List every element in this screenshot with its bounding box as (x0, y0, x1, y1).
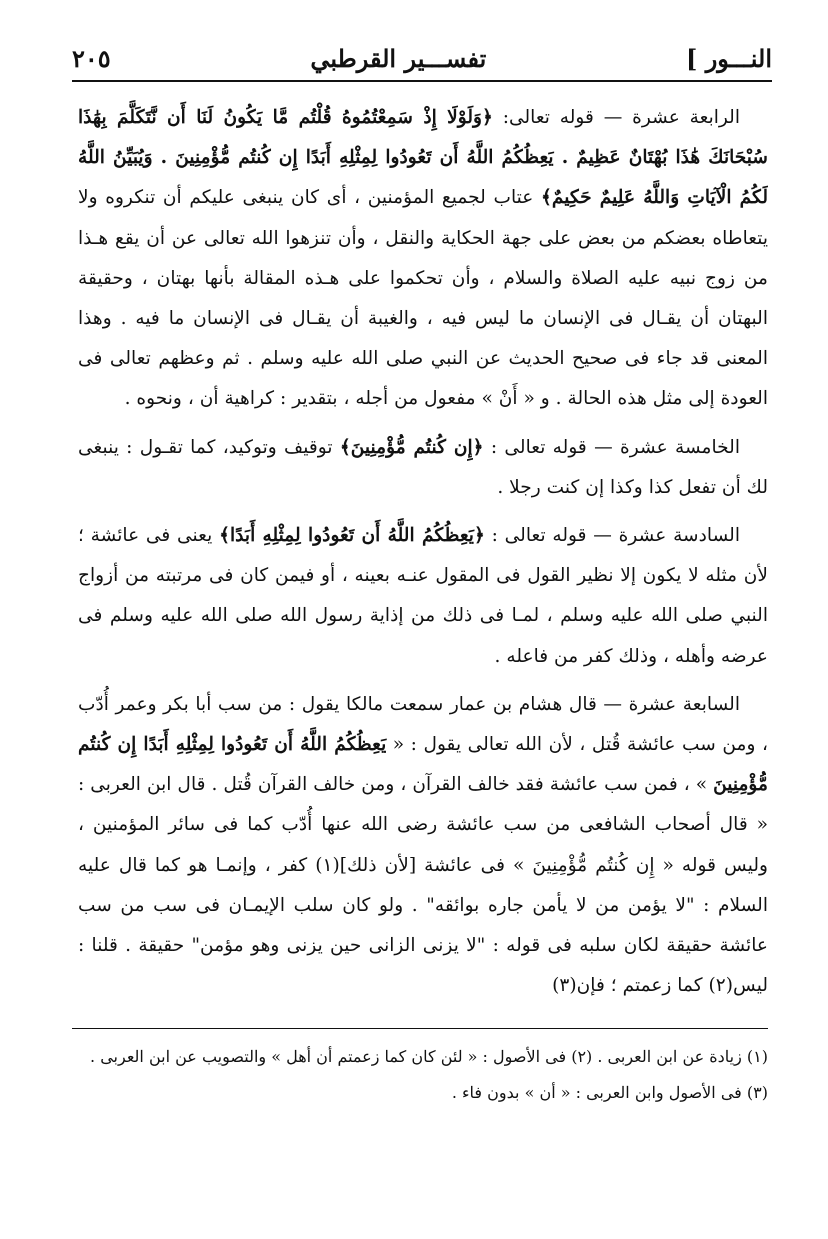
quran-verse: ﴿إِن كُنتُم مُّؤْمِنِينَ﴾ (339, 436, 484, 458)
paragraph: الرابعة عشرة — قوله تعالى: ﴿وَلَوْلَا إِذْ سَمِعْتُمُوهُ قُلْتُم مَّا يَكُونُ لَنَا أَن نَّتَكَلَّمَ بِهَٰذَا سُبْحَانَكَ هَٰذَا بُهْتَانٌ عَظِيمٌ . يَعِظُكُمُ اللَّهُ أَن تَعُودُوا لِمِثْلِهِ أَبَدًا إِن كُنتُم مُّؤْمِنِينَ . وَيُبَيِّنُ اللَّهُ لَكُمُ الْآيَاتِ وَاللَّهُ عَلِيمٌ حَكِيمٌ﴾ عتاب لجميع المؤمنين ، أى كان ينبغى عليكم أن تنكروه ولا يتعاطاه بعضكم من بعض على جهة الحكاية والنقل ، وأن تنزهوا الله تعالى عن أن يقع هـذا من زوج نبيه عليه الصلاة والسلام ، وأن تحكموا على هـذه المقالة بأنها بهتان ، وحقيقة البهتان أن يقـال فى الإنسان ما ليس فيه ، والغيبة أن يقـال فى الإنسان ما فيه . وهذا المعنى قد جاء فى صحيح الحديث عن النبي صلى الله عليه وسلم . ثم وعظهم تعالى فى العودة إلى مثل هذه الحالة . و « أَنْ » مفعول من أجله ، بتقدير : كراهية أن ، ونحوه . (78, 107, 768, 410)
quran-verse: يَعِظُكُمُ اللَّهُ أَن تَعُودُوا لِمِثْلِهِ أَبَدًا إِن كُنتُم مُّؤْمِنِينَ (78, 734, 768, 796)
page-number: ٢٠٥ (72, 43, 111, 73)
footnote-line: (١) زيادة عن ابن العربى . (٢) فى الأصول : « لئن كان كما زعمتم أن أهل » والتصويب عن ابن العربى . (90, 1047, 768, 1066)
quran-verse: ﴿وَلَوْلَا إِذْ سَمِعْتُمُوهُ قُلْتُم مَّا يَكُونُ لَنَا أَن نَّتَكَلَّمَ بِهَٰذَا سُبْحَانَكَ هَٰذَا بُهْتَانٌ عَظِيمٌ . يَعِظُكُمُ اللَّهُ أَن تَعُودُوا لِمِثْلِهِ أَبَدًا إِن كُنتُم مُّؤْمِنِينَ . وَيُبَيِّنُ اللَّهُ لَكُمُ الْآيَاتِ وَاللَّهُ عَلِيمٌ حَكِيمٌ﴾ (78, 107, 768, 209)
quran-verse: ﴿يَعِظُكُمُ اللَّهُ أَن تَعُودُوا لِمِثْلِهِ أَبَدًا﴾ (219, 525, 485, 547)
paragraph: السادسة عشرة — قوله تعالى : ﴿يَعِظُكُمُ اللَّهُ أَن تَعُودُوا لِمِثْلِهِ أَبَدًا﴾ يعنى فى عائشة ؛ لأن مثله لا يكون إلا نظير القول فى المقول عنـه بعينه ، أو فيمن كان فى مرتبته من أزواج النبي صلى الله عليه وسلم ، لمـا فى ذلك من إذاية رسول الله صلى الله عليه وسلم فى عرضه وأهله ، وذلك كفر من فاعله . (78, 525, 768, 667)
page-body (78, 98, 768, 1018)
surah-name: النـــور ] (685, 43, 772, 73)
paragraph: السابعة عشرة — قال هشام بن عمار سمعت مالكا يقول : من سب أبا بكر وعمر أُدّب ، ومن سب عائشة قُتل ، لأن الله تعالى يقول : « يَعِظُكُمُ اللَّهُ أَن تَعُودُوا لِمِثْلِهِ أَبَدًا إِن كُنتُم مُّؤْمِنِينَ » ، فمن سب عائشة فقد خالف القرآن ، ومن خالف القرآن قُتل . قال ابن العربى : « قال أصحاب الشافعى من سب عائشة رضى الله عنها أُدّب كما فى سائر المؤمنين ، وليس قوله « إِن كُنتُم مُّؤْمِنِينَ » فى عائشة [لأن ذلك](١) كفر ، وإنمـا هو كما قال عليه السلام : "لا يؤمن من لا يأمن جاره بوائقه" . ولو كان سلب الإيمـان فى سب من سب عائشة حقيقة لكان سلبه فى قوله : "لا يزنى الزانى حين يزنى وهو مؤمن" حقيقة . قلنا : ليس(٢) كما زعمتم ؛ فإن(٣) (78, 693, 768, 997)
page-header (72, 36, 772, 82)
footnotes (72, 1028, 768, 1138)
book-title: تفســـير القرطبي (310, 43, 487, 73)
paragraph: الخامسة عشرة — قوله تعالى : ﴿إِن كُنتُم مُّؤْمِنِينَ﴾ توقيف وتوكيد، كما تقـول : ينبغى لك أن تفعل كذا وكذا إن كنت رجلا . (78, 436, 768, 498)
footnote-line: (٣) فى الأصول وابن العربى : « أن » بدون فاء . (451, 1083, 768, 1102)
